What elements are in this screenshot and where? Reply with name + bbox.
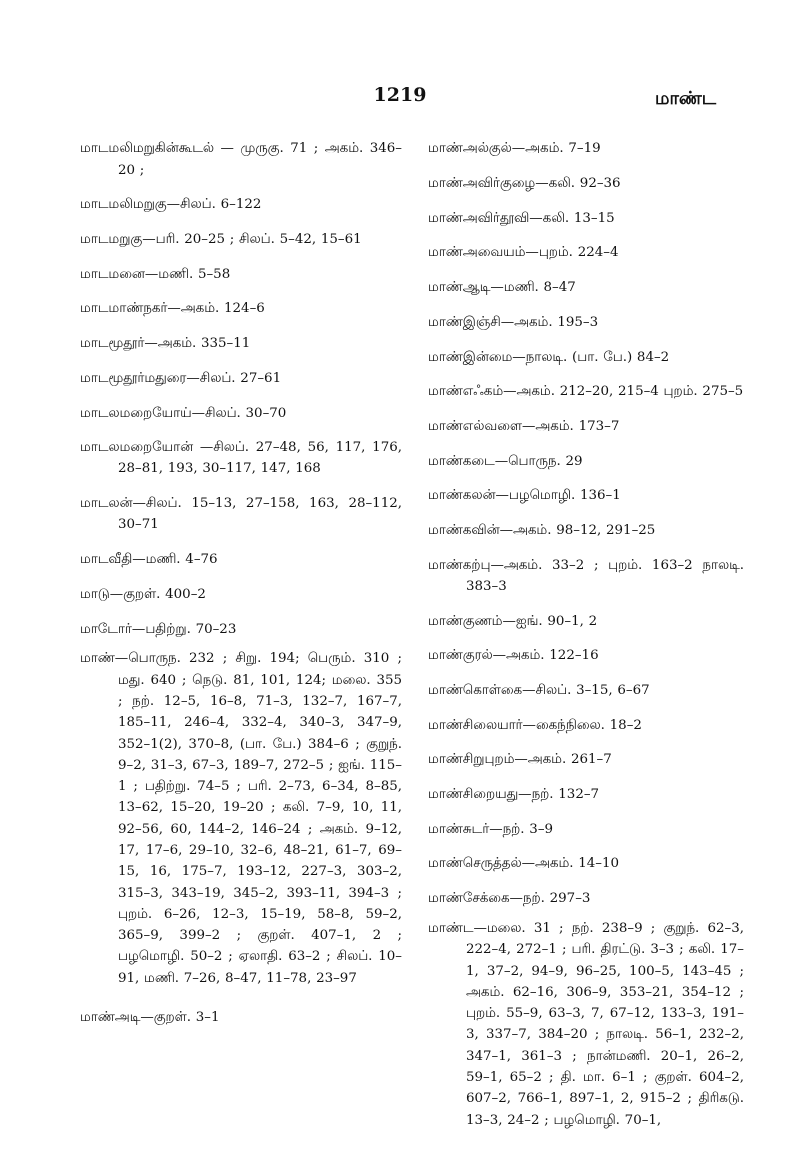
index-entry: மாண்குணம்—ஐங். 90–1, 2 (428, 613, 598, 629)
index-entry: மாடமனை—மணி. 5–58 (80, 266, 231, 282)
index-entry: மாண்எல்வளை—அகம். 173–7 (428, 418, 620, 434)
index-entry: மாண்செருத்தல்—அகம். 14–10 (428, 856, 620, 872)
index-entry: மாடமாண்நகர்—அகம். 124–6 (80, 301, 265, 317)
right-column (428, 125, 744, 1149)
index-entry: மாண்—பொருந. 232 ; சிறு. 194; பெரும். 310 ; மது. 640 ; நெடு. 81, 101, 124; மலை. 355 ; நற். 12–5, 16–8, 71–3, 132–7, 167–7, 185–11, 246–4, 332–4, 340–3, 347–9, 352–1(2), 370–8, (பா. பே.) 384–6 ; குறுந். 9–2, 31–3, 67–3, 189–7, 272–5 ; ஐங். 115–1 ; பதிற்று. 74–5 ; பரி. 2–73, 6–34, 8–85, 13–62, 15–20, 19–20 ; கலி. 7–9, 10, 11, 92–56, 60, 144–2, 146–24 ; அகம். 9–12, 17, 17–6, 29–10, 32–6, 48–21, 61–7, 69–15, 16, 175–7, 193–12, 227–3, 303–2, 315–3, 343–19, 345–2, 393–11, 394–3 ; புறம். 6–26, 12–3, 15–19, 58–8, 59–2, 365–9, 399–2 ; குறள். 407–1, 2 ; பழமொழி. 50–2 ; ஏலாதி. 63–2 ; சிலப். 10–91, மணி. 7–26, 8–47, 11–78, 23–97 (80, 651, 402, 986)
index-entry: மாண்குரல்—அகம். 122–16 (428, 648, 599, 664)
index-entry: மாண்இன்மை—நாலடி. (பா. பே.) 84–2 (428, 349, 670, 365)
index-entry: மாண்சேக்கை—நற். 297–3 (428, 891, 591, 907)
page-number: 1219 (373, 84, 427, 106)
index-entry: மாண்கடை—பொருந. 29 (428, 453, 583, 469)
index-entry: மாண்கலன்—பழமொழி. 136–1 (428, 488, 621, 504)
index-entry: மாண்அவிர்குழை—கலி. 92–36 (428, 176, 621, 192)
index-entry: மாடமூதூர்—அகம். 335–11 (80, 336, 251, 352)
index-entry: மாண்அவையம்—புறம். 224–4 (428, 245, 619, 261)
index-entry: மாடலமறையோன் —சிலப். 27–48, 56, 117, 176, 28–81, 193, 30–117, 147, 168 (80, 440, 402, 477)
index-entry: மாடமறுகு—பரி. 20–25 ; சிலப். 5–42, 15–61 (80, 232, 362, 248)
index-entry: மாண்அடி—குறள். 3–1 (80, 1010, 220, 1026)
index-entry: மாண்கற்பு—அகம். 33–2 ; புறம். 163–2 நாலடி. 383–3 (428, 557, 744, 594)
index-entry: மாண்அல்குல்—அகம். 7–19 (428, 141, 601, 157)
index-entry: மாண்சிறையது—நற். 132–7 (428, 787, 600, 803)
index-entry: மாடமலிமறுகு—சிலப். 6–122 (80, 197, 262, 213)
index-entry: மாடு—குறள். 400–2 (80, 586, 206, 602)
index-entry: மாண்சிலையார்—கைந்நிலை. 18–2 (428, 717, 642, 733)
index-entry: மாடமூதூர்மதுரை—சிலப். 27–61 (80, 370, 282, 386)
index-entry: மாடோர்—பதிற்று. 70–23 (80, 621, 237, 637)
index-entry: மாடமலிமறுகின்கூடல் — முருகு. 71 ; அகம். 346–20 ; (80, 141, 402, 178)
index-entry: மாண்இஞ்சி—அகம். 195–3 (428, 314, 599, 330)
index-entry: மாண்சிறுபுறம்—அகம். 261–7 (428, 752, 612, 768)
index-entry: மாடவீதி—மணி. 4–76 (80, 552, 218, 568)
index-entry: மாண்ஆடி—மணி. 8–47 (428, 280, 576, 296)
index-entry: மாண்அவிர்தூவி—கலி. 13–15 (428, 210, 615, 226)
index-entry: மாடலமறையோய்—சிலப். 30–70 (80, 405, 287, 421)
index-entry: மாண்ட—மலை. 31 ; நற். 238–9 ; குறுந். 62–3, 222–4, 272–1 ; பரி. திரட்டு. 3–3 ; கலி. 17–1, 37–2, 94–9, 96–25, 100–5, 143–45 ; அகம். 62–16, 306–9, 353–21, 354–12 ; புறம். 55–9, 63–3, 7, 67–12, 133–3, 191–3, 337–7, 384–20 ; நாலடி. 56–1, 232–2, 347–1, 361–3 ; நான்மணி. 20–1, 26–2, 59–1, 65–2 ; தி. மா. 6–1 ; குறள். 604–2, 607–2, 766–1, 897–1, 2, 915–2 ; திரிகடு. 13–3, 24–2 ; பழமொழி. 70–1, (428, 920, 744, 1128)
left-column (80, 125, 402, 1037)
index-entry: மாண்சுடர்—நற். 3–9 (428, 821, 554, 837)
index-entry: மாண்கொள்கை—சிலப். 3–15, 6–67 (428, 683, 650, 698)
index-entry: மாடலன்—சிலப். 15–13, 27–158, 163, 28–112, 30–71 (80, 496, 402, 533)
index-entry: மாண்எஃகம்—அகம். 212–20, 215–4 புறம். 275–5 (428, 384, 744, 400)
running-head: மாண்ட (655, 88, 717, 109)
index-entry: மாண்கவின்—அகம். 98–12, 291–25 (428, 522, 656, 538)
